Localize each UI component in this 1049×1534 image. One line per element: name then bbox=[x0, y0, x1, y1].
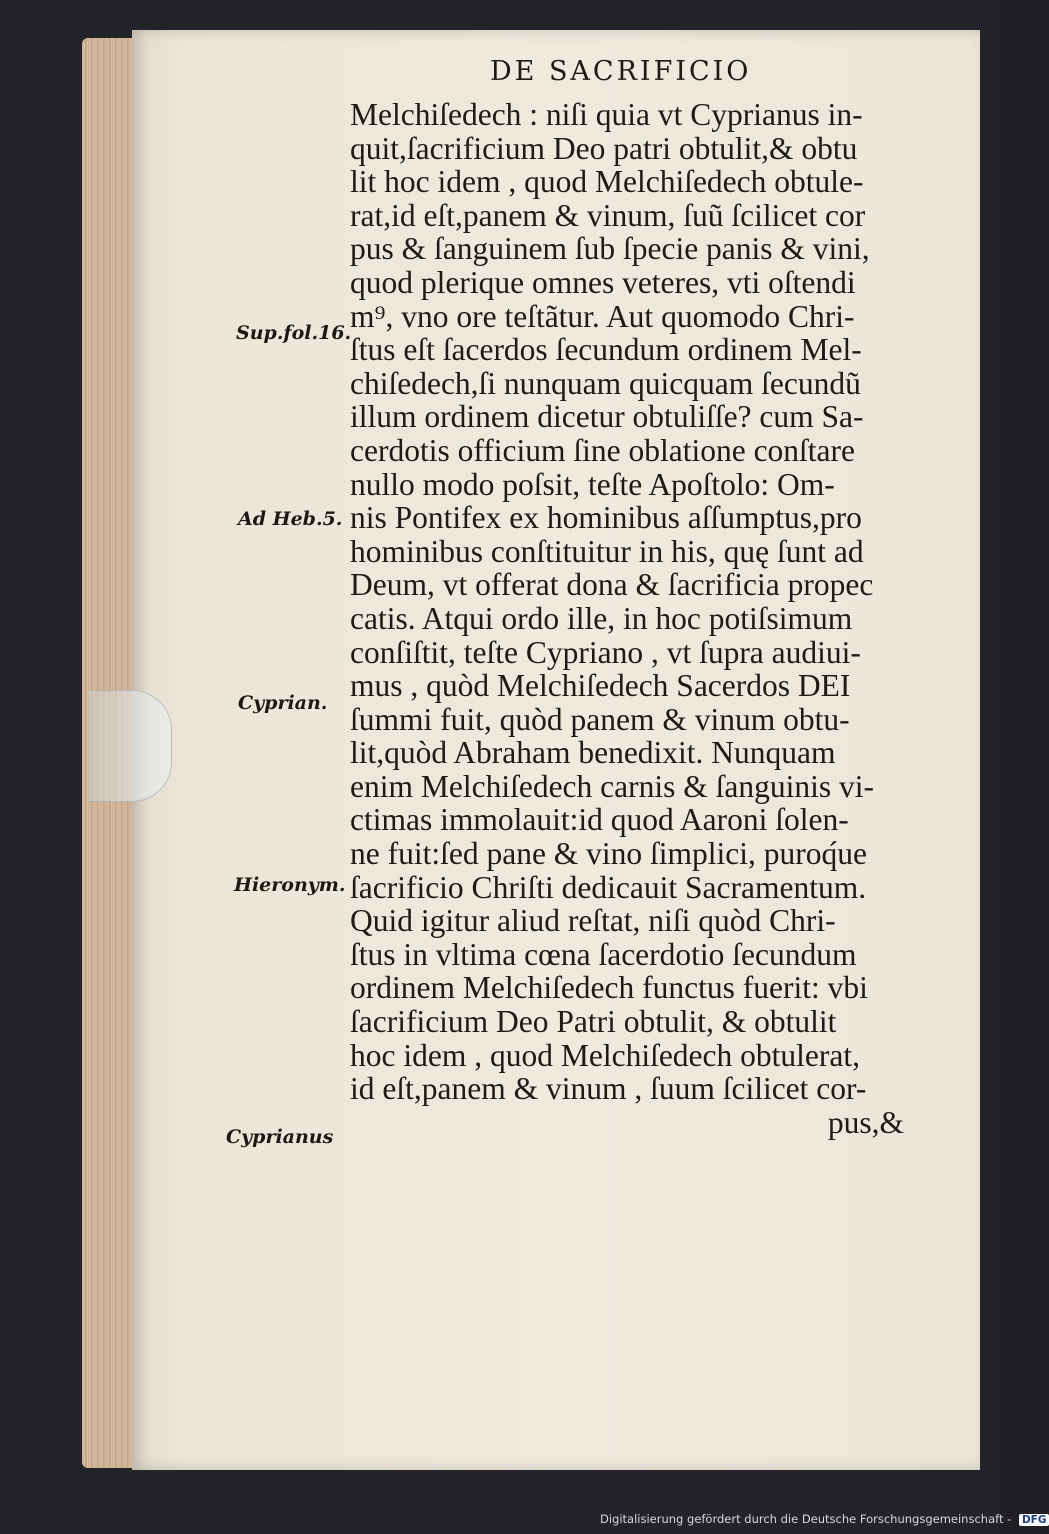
marginal-note-hieronym: Hieronym. bbox=[234, 874, 346, 896]
marginal-note-ad-heb: Ad Heb.5. bbox=[238, 508, 343, 530]
plastic-page-clip bbox=[88, 690, 172, 802]
text-line: quod plerique omnes veteres, vti oſtendi bbox=[350, 264, 856, 300]
text-line: m⁹, vno ore teſtãtur. Aut quomodo Chri- bbox=[350, 298, 855, 334]
text-line: illum ordinem dicetur obtuliſſe? cum Sa- bbox=[350, 399, 864, 435]
text-line: catis. Atqui ordo ille, in hoc potiſsimum bbox=[350, 600, 853, 636]
text-line: lit,quòd Abraham benedixit. Nunquam bbox=[350, 735, 836, 771]
text-line: ſtus in vltima cœna ſacerdotio ſecundum bbox=[350, 936, 857, 972]
running-head: DE SACRIFICIO bbox=[490, 56, 752, 87]
text-line: lit hoc idem , quod Melchiſedech obtule- bbox=[350, 164, 864, 200]
text-line: ctimas immolauit:id quod Aaroni ſolen- bbox=[350, 802, 849, 838]
marginal-note-cyprianus: Cyprianus bbox=[226, 1126, 334, 1148]
text-line: ne fuit:ſed pane & vino ſimplici, puroq́ue bbox=[350, 836, 868, 872]
text-line: chiſedech,ſi nunquam quicquam ſecundũ bbox=[350, 365, 861, 401]
text-line: ſummi fuit, quòd panem & vinum obtu- bbox=[350, 701, 850, 737]
digitization-credit bbox=[600, 1512, 1047, 1530]
text-line: nullo modo poſsit, teſte Apoſtolo: Om- bbox=[350, 466, 835, 502]
text-line: ſacrificium Deo Patri obtulit, & obtulit bbox=[350, 1004, 837, 1040]
text-line: cerdotis officium ſine oblatione conſtare bbox=[350, 432, 855, 468]
text-line: ordinem Melchiſedech functus fuerit: vbi bbox=[350, 970, 868, 1006]
catchword: pus,& bbox=[827, 1104, 904, 1140]
marginal-note-cyprian: Cyprian. bbox=[238, 692, 328, 714]
text-line: conſiſtit, teſte Cypriano , vt ſupra audiui- bbox=[350, 634, 861, 670]
text-line: mus , quòd Melchiſedech Sacerdos DEI bbox=[350, 668, 851, 704]
text-line: id eſt,panem & vinum , ſuum ſcilicet cor- bbox=[350, 1071, 867, 1107]
text-line: Melchiſedech : niſi quia vt Cyprianus in- bbox=[350, 97, 863, 132]
text-line: hoc idem , quod Melchiſedech obtulerat, bbox=[350, 1037, 860, 1073]
text-line: enim Melchiſedech carnis & ſanguinis vi- bbox=[350, 768, 874, 804]
text-line: quit,ſacrificium Deo patri obtulit,& obtu bbox=[350, 130, 858, 166]
text-line: ſacrificio Chriſti dedicauit Sacramentum. bbox=[350, 869, 867, 905]
text-line: rat,id eſt,panem & vinum, ſuũ ſcilicet cor bbox=[350, 197, 866, 233]
text-line: ſtus eſt ſacerdos ſecundum ordinem Mel- bbox=[350, 332, 862, 368]
text-line: Quid igitur aliud reſtat, niſi quòd Chri- bbox=[350, 903, 836, 939]
dfg-logo: DFG bbox=[1019, 1514, 1049, 1526]
text-line: pus & ſanguinem ſub ſpecie panis & vini, bbox=[350, 231, 870, 267]
text-line: nis Pontifex ex hominibus aſſumptus,pro bbox=[350, 500, 862, 536]
body-text bbox=[350, 98, 920, 1139]
credit-text: Digitalisierung gefördert durch die Deutsche Forschungsgemeinschaft - bbox=[600, 1512, 1012, 1526]
text-line: Deum, vt offerat dona & ſacrificia propec bbox=[350, 567, 874, 603]
marginal-note-sup-fol: Sup.fol.16. bbox=[236, 322, 352, 344]
text-line: hominibus conſtituitur in his, quę ſunt ad bbox=[350, 533, 864, 569]
